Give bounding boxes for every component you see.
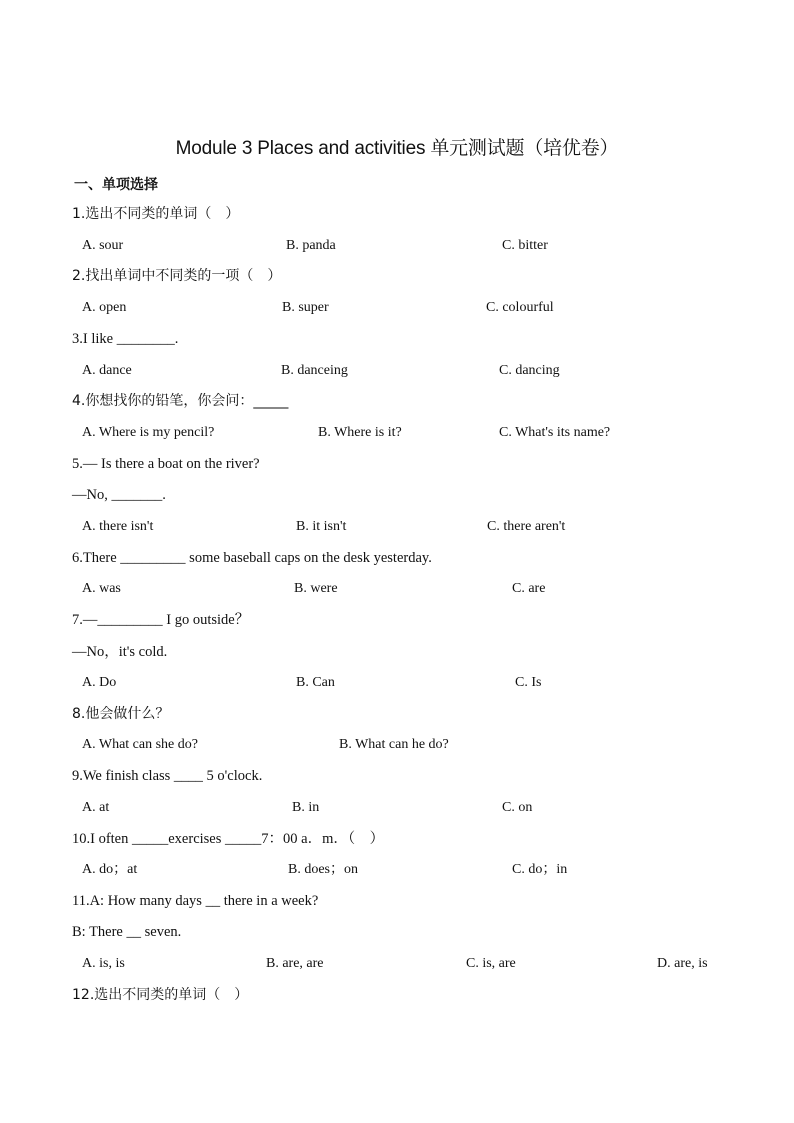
- question-8: 8.他会做什么？: [72, 706, 170, 722]
- question-6: 6.There _________ some baseball caps on the desk yesterday.: [72, 550, 432, 566]
- options-11: [0, 954, 794, 974]
- option-b[interactable]: B. Where is it?: [318, 425, 402, 440]
- options-5: [0, 517, 794, 537]
- option-a[interactable]: A. is, is: [82, 956, 125, 971]
- option-a[interactable]: A. there isn't: [82, 519, 154, 534]
- question-5: 5.— Is there a boat on the river?: [72, 456, 260, 472]
- option-b[interactable]: B. danceing: [281, 363, 348, 378]
- option-c[interactable]: C. there aren't: [487, 519, 566, 534]
- option-d[interactable]: D. are, is: [657, 956, 708, 971]
- option-b[interactable]: B. panda: [286, 238, 336, 253]
- question-1: 1.选出不同类的单词（ ）: [72, 206, 240, 222]
- option-c[interactable]: C. bitter: [502, 238, 548, 253]
- question-7-reply: —No，it's cold.: [72, 644, 168, 660]
- option-c[interactable]: C. is, are: [466, 956, 516, 971]
- options-8: [0, 735, 794, 755]
- option-a[interactable]: A. dance: [82, 363, 132, 378]
- question-11: 11.A: How many days __ there in a week?: [72, 893, 319, 909]
- options-2: [0, 298, 794, 318]
- option-c[interactable]: C. What's its name?: [499, 425, 611, 440]
- option-b[interactable]: B. What can he do?: [339, 737, 449, 752]
- option-b[interactable]: B. in: [292, 800, 320, 815]
- option-b[interactable]: B. are, are: [266, 956, 324, 971]
- option-a[interactable]: A. do；at: [82, 862, 138, 877]
- option-a[interactable]: A. sour: [82, 238, 124, 253]
- question-7: 7.—_________ I go outside？: [72, 612, 250, 628]
- option-a[interactable]: A. Do: [82, 675, 117, 690]
- option-a[interactable]: A. was: [82, 581, 121, 596]
- option-b[interactable]: B. it isn't: [296, 519, 347, 534]
- option-c[interactable]: C. colourful: [486, 300, 554, 315]
- options-7: [0, 673, 794, 693]
- options-6: [0, 579, 794, 599]
- option-b[interactable]: B. super: [282, 300, 329, 315]
- question-4: 4.你想找你的铅笔，你会问：_____: [72, 393, 289, 409]
- options-4: [0, 423, 794, 443]
- question-10: 10.I often _____exercises _____7：00 a．m．（ ）: [72, 831, 385, 847]
- options-9: [0, 798, 794, 818]
- option-a[interactable]: A. Where is my pencil?: [82, 425, 215, 440]
- page-title: Module 3 Places and activities 单元测试题（培优卷）: [175, 138, 619, 159]
- option-c[interactable]: C. do；in: [512, 862, 568, 877]
- option-b[interactable]: B. does；on: [288, 862, 358, 877]
- option-c[interactable]: C. dancing: [499, 363, 560, 378]
- question-9: 9.We finish class ____ 5 o'clock.: [72, 768, 263, 784]
- option-c[interactable]: C. Is: [515, 675, 542, 690]
- options-10: [0, 860, 794, 880]
- options-1: [0, 236, 794, 256]
- option-b[interactable]: B. Can: [296, 675, 335, 690]
- question-12: 12.选出不同类的单词（ ）: [72, 987, 249, 1003]
- question-11-reply: B: There __ seven.: [72, 924, 182, 940]
- option-c[interactable]: C. are: [512, 581, 546, 596]
- options-3: [0, 361, 794, 381]
- question-3: 3.I like ________.: [72, 331, 179, 347]
- option-a[interactable]: A. What can she do?: [82, 737, 198, 752]
- option-c[interactable]: C. on: [502, 800, 533, 815]
- option-b[interactable]: B. were: [294, 581, 338, 596]
- question-5-reply: —No, _______.: [72, 487, 166, 503]
- option-a[interactable]: A. at: [82, 800, 110, 815]
- option-a[interactable]: A. open: [82, 300, 127, 315]
- question-2: 2.找出单词中不同类的一项（ ）: [72, 268, 282, 284]
- section-heading: 一、单项选择: [74, 177, 158, 193]
